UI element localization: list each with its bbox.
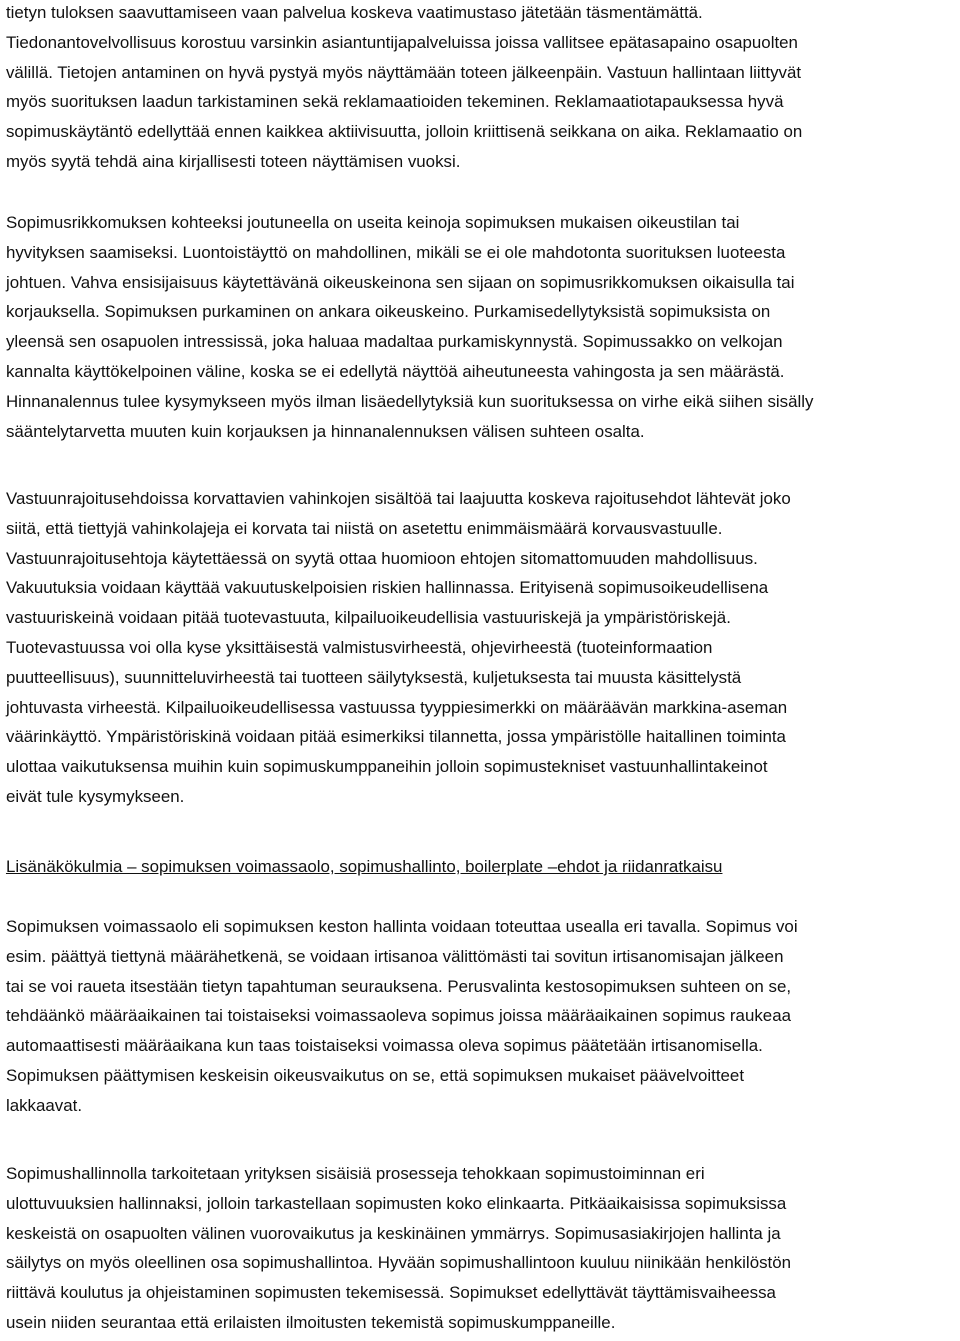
- text-line: riittävä koulutus ja ohjeistaminen sopimusten tekemisessä. Sopimukset edellyttävät täyttämisvaiheessa: [5, 1283, 776, 1303]
- text-line: yleensä sen osapuolen intressissä, joka haluaa madaltaa purkamiskynnystä. Sopimussakko on velkojan: [5, 332, 783, 352]
- paragraph-3: [0, 484, 956, 812]
- text-line: väärinkäyttö. Ympäristöriskinä voidaan pitää esimerkiksi tilannetta, jossa ympäristölle haitallinen toiminta: [5, 727, 786, 747]
- paragraph-1: [0, 0, 956, 177]
- text-line: ulottuvuuksien hallinnaksi, jolloin tarkastellaan sopimusten koko elinkaarta. Pitkäaikaisissa sopimuksissa: [5, 1193, 787, 1213]
- text-line: myös syytä tehdä aina kirjallisesti toteen näyttämisen vuoksi.: [5, 151, 461, 171]
- text-line: Vastuunrajoitusehdoissa korvattavien vahinkojen sisältöä tai laajuutta koskeva rajoitusehdot lähtevät joko: [5, 489, 791, 508]
- text-line: eivät tule kysymykseen.: [5, 786, 185, 806]
- text-line: Sopimuksen voimassaolo eli sopimuksen keston hallinta voidaan toteuttaa usealla eri tavalla. Sopimus voi: [5, 917, 798, 936]
- text-line: korjauksella. Sopimuksen purkaminen on ankara oikeuskeino. Purkamisedellytyksistä sopimuksista on: [5, 302, 771, 322]
- text-line: johtuen. Vahva ensisijaisuus käytettävänä oikeuskeinona sen sijaan on sopimusrikkomuksen oikaisulla tai: [5, 272, 795, 292]
- text-line: ulottaa vaikutuksensa muihin kuin sopimuskumppaneihin jolloin sopimustekniset vastuunhallintakeinot: [5, 757, 768, 777]
- text-line: tai se voi raueta itsestään tietyn tapahtuman seurauksena. Perusvalinta kestosopimuksen suhteen on se,: [5, 976, 792, 996]
- text-line: esim. päättyä tiettynä määrähetkenä, se voidaan irtisanoa välittömästi tai sovitun irtisanomisajan jälkeen: [5, 946, 784, 966]
- text-line: välillä. Tietojen antaminen on hyvä pystyä myös näyttämään toteen jälkeenpäin. Vastuun hallintaan liittyvät: [5, 62, 802, 82]
- text-line: Hinnanalennus tulee kysymykseen myös ilman lisäedellytyksiä kun suorituksessa on virhe eikä siihen sisälly: [5, 391, 814, 411]
- text-line: myös suorituksen laadun tarkistaminen sekä reklamaatioiden tekeminen. Reklamaatiotapauksessa hyvä: [5, 92, 784, 112]
- text-line: usein niiden seurantaa että erilaisten ilmoitusten tekemistä sopimuskumppaneille.: [5, 1312, 616, 1332]
- text-line: Sopimushallinnolla tarkoitetaan yrityksen sisäisiä prosesseja tehokkaan sopimustoiminnan eri: [5, 1164, 705, 1183]
- text-line: johtuvasta virheestä. Kilpailuoikeudellisessa vastuussa tyyppiesimerkki on määräävän markkina-aseman: [5, 697, 788, 717]
- paragraph-2: [0, 208, 956, 446]
- text-line: vastuuriskeinä voidaan pitää tuotevastuuta, kilpailuoikeudellisia vastuuriskejä ja ympäristöriskejä.: [5, 608, 731, 628]
- text-line: Tuotevastuussa voi olla kyse yksittäisestä valmistusvirheestä, ohjevirheestä (tuoteinformaation: [5, 637, 713, 657]
- text-line: kannalta käyttökelpoinen väline, koska se ei edellytä näyttöä aiheutuneesta vahingosta ja sen määrästä.: [5, 361, 785, 381]
- text-line: Vakuutuksia voidaan käyttää vakuutuskelpoisien riskien hallinnassa. Erityisenä sopimusoikeudellisena: [5, 578, 769, 598]
- text-line: Tiedonantovelvollisuus korostuu varsinkin asiantuntijapalveluissa joissa vallitsee epätasapaino osapuolten: [5, 32, 798, 52]
- paragraph-5: [0, 1159, 956, 1338]
- text-line: siitä, että tiettyjä vahinkolajeja ei korvata tai niistä on asetettu enimmäismäärä korvausvastuulle.: [5, 518, 723, 538]
- section-heading: Lisänäkökulmia – sopimuksen voimassaolo, sopimushallinto, boilerplate –ehdot ja riidanratkaisu: [5, 857, 723, 876]
- text-line: Vastuunrajoitusehtoja käytettäessä on syytä ottaa huomioon ehtojen sitomattomuuden mahdollisuus.: [5, 548, 758, 568]
- text-line: sopimuskäytäntö edellyttää ennen kaikkea aktiivisuutta, jolloin kriittisenä seikkana on aika. Reklamaatio on: [5, 122, 803, 142]
- text-line: sääntelytarvetta muuten kuin korjauksen ja hinnanalennuksen välisen suhteen osalta.: [5, 421, 645, 441]
- paragraph-4: [0, 912, 956, 1121]
- text-line: automaattisesti määräaikana kun taas toistaiseksi voimassa oleva sopimus päätetään irtisanomisella.: [5, 1036, 763, 1056]
- text-line: tehdäänkö määräaikainen tai toistaiseksi voimassaoleva sopimus joissa määräaikainen sopimus raukeaa: [5, 1006, 791, 1026]
- text-line: lakkaavat.: [5, 1095, 83, 1115]
- text-line: Sopimuksen päättymisen keskeisin oikeusvaikutus on se, että sopimuksen mukaiset päävelvoitteet: [5, 1065, 745, 1085]
- text-line: puutteellisuus), suunnitteluvirheestä tai tuotteen säilytyksestä, kuljetuksesta tai muusta käsittelystä: [5, 667, 742, 687]
- text-line: hyvityksen saamiseksi. Luontoistäyttö on mahdollinen, mikäli se ei ole mahdotonta suorituksen luoteesta: [5, 242, 786, 262]
- text-line: säilytys on myös oleellinen osa sopimushallintoa. Hyvään sopimushallintoon kuuluu niinikään henkilöstön: [5, 1253, 792, 1273]
- text-line: keskeistä on osapuolten välinen vuorovaikutus ja keskinäinen ymmärrys. Sopimusasiakirjojen hallinta ja: [5, 1223, 781, 1243]
- text-line: Sopimusrikkomuksen kohteeksi joutuneella on useita keinoja sopimuksen mukaisen oikeustilan tai: [5, 213, 740, 232]
- text-line: tietyn tuloksen saavuttamiseen vaan palvelua koskeva vaatimustaso jätetään täsmentämättä.: [5, 3, 703, 22]
- section-heading-block: [0, 852, 956, 882]
